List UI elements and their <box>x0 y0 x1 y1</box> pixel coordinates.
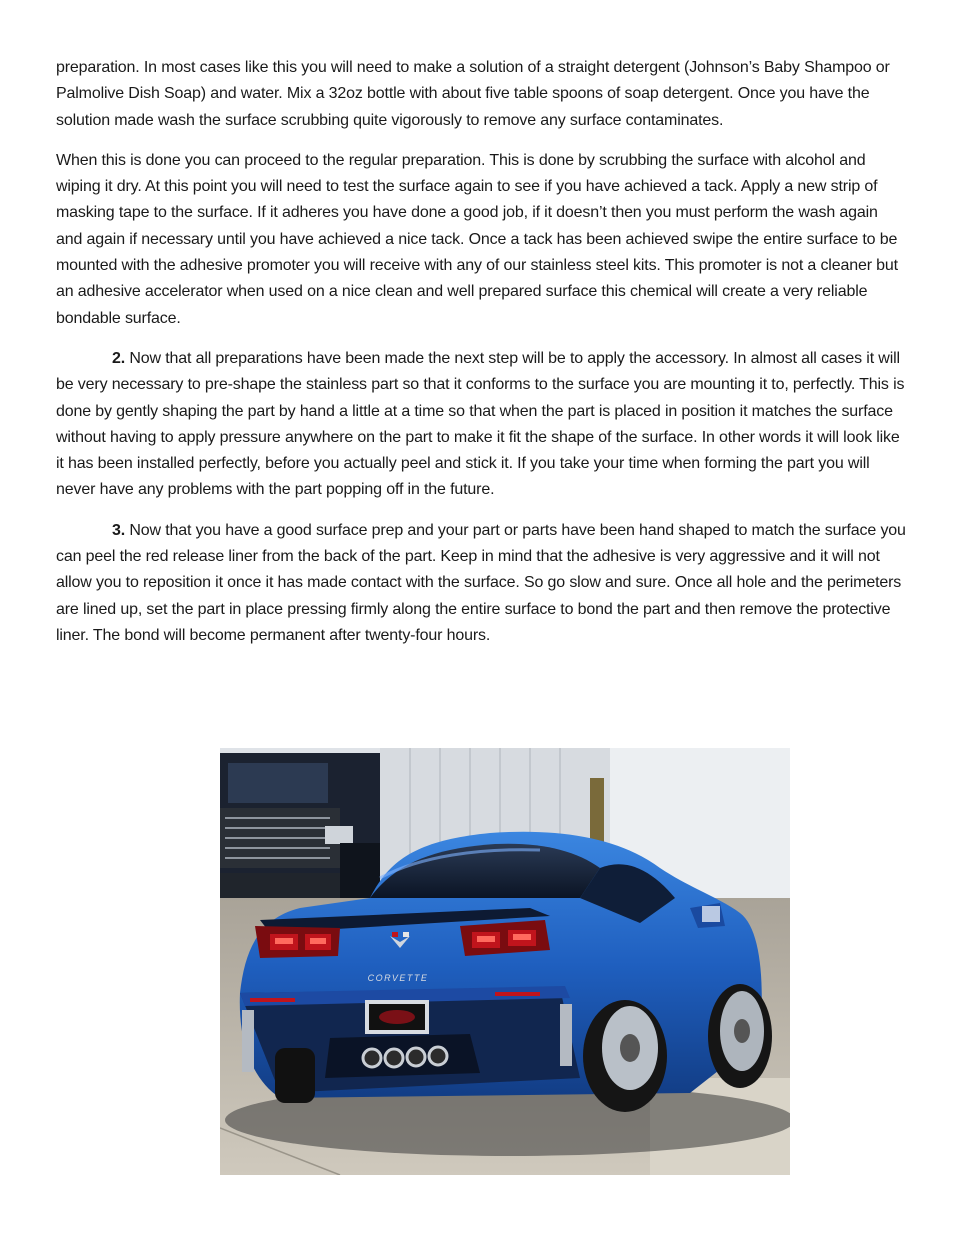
paragraph-regular-preparation <box>56 148 906 332</box>
body-text <box>56 55 906 663</box>
paragraph-text: Now that all preparations have been made the next step will be to apply the accessory. In almost all cases it will be very necessary to pre-shape the stainless part so that it conforms to the surface you are mounting it to, perfectly. This is done by gently shaping the part by hand a little at a time so that when the part is placed in position it matches the surface without having to apply pressure anywhere on the part to make it fit the shape of the surface. In other words it will look like it has been installed perfectly, before you actually peel and stick it. If you take your time when forming the part you will never have any problems with the part popping off in the future. <box>56 349 905 499</box>
paragraph-text: When this is done you can proceed to the regular preparation. This is done by scrubbing the surface with alcohol and wiping it dry. At this point you will need to test the surface again to see if you have achieved a tack. Apply a new strip of masking tape to the surface. If it adheres you have done a good job, if it doesn’t then you must perform the wash again and again if necessary until you have achieved a nice tack. Once a tack has been achieved swipe the entire surface to be mounted with the adhesive promoter you will receive with any of our stainless steel kits. This promoter is not a cleaner but an adhesive accelerator when used on a nice clean and well prepared surface this chemical will create a very reliable bondable surface. <box>56 151 898 327</box>
paragraph-text: Now that you have a good surface prep and your part or parts have been hand shaped to match the surface you can peel the red release liner from the back of the part. Keep in mind that the adhesive is very aggressive and it will not allow you to reposition it once it has made contact with the surface. So go slow and sure. Once all hole and the perimeters are lined up, set the part in place pressing firmly along the entire surface to bond the part and then remove the protective liner. The bond will become permanent after twenty-four hours. <box>56 521 906 644</box>
step-number: 2. <box>112 349 126 367</box>
corvette-badge: CORVETTE <box>367 973 429 983</box>
paragraph-step-2 <box>56 346 906 504</box>
corvette-rear-view-image <box>220 748 790 1175</box>
paragraph-step-3 <box>56 518 906 649</box>
paragraph-preparation-wash <box>56 55 906 134</box>
paragraph-text: preparation. In most cases like this you will need to make a solution of a straight detergent (Johnson’s Baby Shampoo or Palmolive Dish Soap) and water. Mix a 32oz bottle with about five table spoons of soap detergent. Once you have the solution made wash the surface scrubbing quite vigorously to remove any surface contaminates. <box>56 59 890 129</box>
license-plate <box>365 1000 429 1034</box>
front-wheel <box>708 984 772 1088</box>
step-number: 3. <box>112 521 126 539</box>
tail-light-left <box>255 926 340 958</box>
truck <box>220 753 380 903</box>
tail-light-right <box>460 920 550 956</box>
corvette-photo <box>220 748 790 1175</box>
rear-wheel <box>583 1000 667 1112</box>
